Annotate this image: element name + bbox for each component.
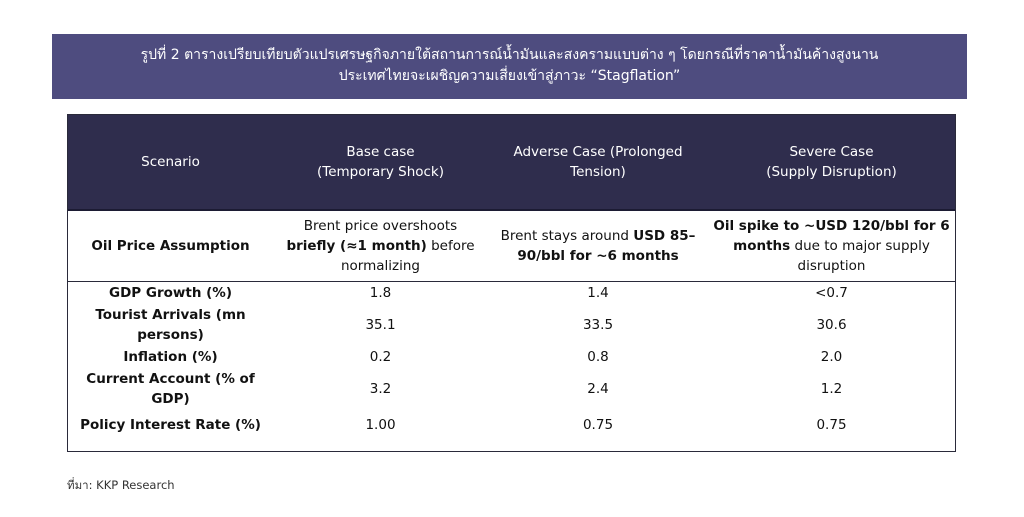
row-label: Inflation (%)	[123, 349, 218, 365]
assumption-severe: Oil spike to ~USD 120/bbl for 6 months due to major supply disruption	[713, 218, 950, 274]
severe-value: 0.75	[816, 417, 847, 433]
assumption-adverse: Brent stays around USD 85–90/bbl for ~6 months	[500, 228, 696, 264]
table-row	[68, 309, 955, 341]
severe-value: 30.6	[816, 317, 847, 333]
title-line-2: ประเทศไทยจะเผชิญความเสี่ยงเข้าสู่ภาวะ “Stagflation”	[338, 68, 681, 84]
base-value: 35.1	[365, 317, 396, 333]
adverse-value: 1.4	[587, 285, 609, 301]
table-header-row	[68, 115, 955, 211]
severe-value: 2.0	[820, 349, 843, 365]
header-scenario	[68, 115, 273, 209]
comparison-table	[67, 114, 956, 452]
header-scenario-label: Scenario	[141, 154, 200, 170]
severe-value: <0.7	[815, 285, 848, 301]
assumption-label: Oil Price Assumption	[91, 238, 250, 254]
base-value: 3.2	[369, 381, 392, 397]
row-label: GDP Growth (%)	[109, 285, 232, 301]
header-severe-case	[708, 115, 955, 209]
adverse-value: 2.4	[587, 381, 609, 397]
row-label: Tourist Arrivals (mn persons)	[95, 307, 246, 343]
row-label: Policy Interest Rate (%)	[80, 417, 261, 433]
severe-value: 1.2	[820, 381, 843, 397]
adverse-value: 0.75	[582, 417, 614, 433]
header-adverse-case-label: Adverse Case (Prolonged Tension)	[513, 144, 683, 180]
title-line-1: รูปที่ 2 ตารางเปรียบเทียบตัวแปรเศรษฐกิจภายใต้สถานการณ์น้ำมันและสงครามแบบต่าง ๆ โดยกรณีที่ราคาน้ำมันค้างสูงนาน	[140, 47, 879, 63]
table-row	[68, 373, 955, 405]
base-value: 1.8	[369, 285, 392, 301]
source-note: ที่มา: KKP Research	[67, 478, 175, 492]
header-base-case-label: Base case (Temporary Shock)	[316, 144, 445, 180]
assumption-base: Brent price overshoots briefly (≈1 month) before normalizing	[286, 218, 475, 274]
adverse-value: 33.5	[582, 317, 614, 333]
header-base-case	[273, 115, 488, 209]
base-value: 1.00	[365, 417, 396, 433]
table-row	[68, 409, 955, 441]
adverse-value: 0.8	[587, 349, 609, 365]
header-severe-case-label: Severe Case (Supply Disruption)	[766, 144, 897, 180]
oil-price-assumption-row	[68, 211, 955, 282]
header-adverse-case	[488, 115, 708, 209]
figure-title-banner	[52, 34, 967, 99]
row-label: Current Account (% of GDP)	[86, 371, 255, 407]
base-value: 0.2	[369, 349, 392, 365]
